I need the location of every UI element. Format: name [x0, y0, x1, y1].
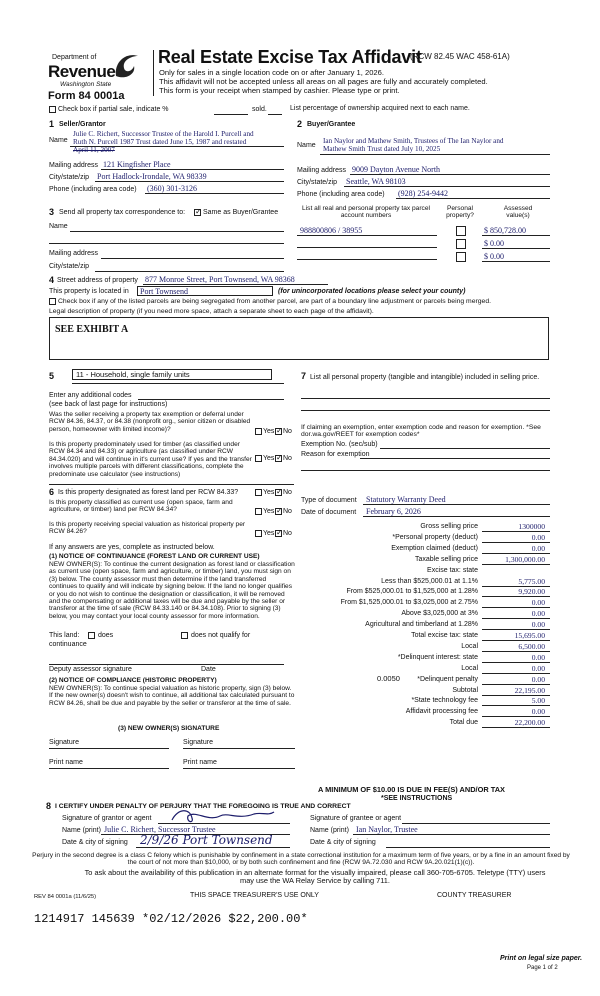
seller-heading: Seller/Grantor	[59, 121, 106, 128]
sec5-number: 5	[49, 371, 55, 381]
assessed-line-3	[482, 261, 550, 262]
tax-row-value[interactable]: 1,300,000.00	[505, 555, 545, 564]
tax-row-value[interactable]: 0.00	[531, 598, 545, 607]
tax-row-line	[482, 640, 550, 641]
logo-dept: Department of	[52, 54, 97, 61]
use-code-value: 11 - Household, single family units	[76, 370, 190, 379]
sec6-q1-no-label: No	[283, 489, 292, 496]
tax-row-label: Above $3,025,000 at 3%	[401, 610, 478, 617]
assessed-col-header: Assessed value(s)	[503, 205, 533, 220]
assessed-line-2	[482, 248, 550, 249]
unincorporated-note: (for unincorporated locations please select your county)	[278, 288, 466, 295]
sec6-q3: Is this property receiving special valuation as historical property per RCW 84.26?	[49, 521, 246, 536]
continuance-label: continuance	[49, 641, 87, 648]
assessed-value-1[interactable]: $ 850,728.00	[484, 226, 526, 235]
sec7-number: 7	[301, 371, 307, 381]
sec7-text: List all personal property (tangible and intangible) included in selling price.	[310, 374, 540, 381]
legal-desc-box[interactable]	[49, 317, 549, 360]
grantor-date-label: Date & city of signing	[62, 839, 128, 846]
sec3-text: Send all property tax correspondence to:	[59, 209, 186, 216]
partial-sale-label: Check box if partial sale, indicate %	[58, 106, 169, 113]
doc-type-label: Type of document	[301, 497, 357, 504]
new-owner-sig-line-1	[49, 748, 169, 749]
sec5-q2-no-label: No	[283, 455, 292, 462]
tax-row-line	[482, 716, 550, 717]
street-address[interactable]: 877 Monroe Street, Port Townsend, WA 98368	[145, 275, 295, 284]
buyer-phone[interactable]: (928) 254-9442	[398, 189, 448, 198]
revenue-swirl-icon	[112, 50, 140, 80]
new-owner-name-line-1	[49, 768, 169, 769]
tax-row-label: Gross selling price	[420, 523, 478, 530]
grantee-name-line	[353, 834, 550, 835]
print-name-label-2: Print name	[183, 759, 217, 766]
sec3-city-line	[95, 271, 284, 272]
tax-row-value[interactable]: 9,920.00	[518, 587, 545, 596]
exemption-no-line	[380, 448, 550, 449]
street-address-line	[143, 284, 328, 285]
buyer-city-line	[344, 186, 550, 187]
deputy-sig-label: Deputy assessor signature	[49, 666, 132, 673]
sec6-q2-no-label: No	[283, 508, 292, 515]
seller-mailing-line	[101, 169, 284, 170]
sec3-number: 3	[49, 207, 55, 217]
tax-row-value[interactable]: 6,500.00	[518, 642, 545, 651]
doc-date-label: Date of document	[301, 509, 357, 516]
new-owner-sig-line-2	[183, 748, 295, 749]
deputy-date-label: Date	[201, 666, 216, 673]
additional-codes-line	[138, 399, 284, 400]
tax-row-label: Subtotal	[452, 687, 478, 694]
header-line2: This affidavit will not be accepted unless all areas on all pages are fully and accurately completed.	[159, 77, 488, 86]
sec3-city-label: City/state/zip	[49, 263, 90, 270]
ownership-label: List percentage of ownership acquired next to each name.	[290, 105, 470, 112]
tax-row-label: Local	[461, 665, 478, 672]
sec6-q3-yes-label: Yes	[263, 530, 275, 537]
sec5-q1-no[interactable]	[275, 428, 282, 435]
grantor-date-city[interactable]: 2/9/26 Port Townsend	[140, 833, 273, 847]
legal-size-note: Print on legal size paper.	[500, 955, 583, 962]
seller-name-1: Julie C. Richert, Successor Trustee of the Harold I. Purcell and	[73, 130, 254, 138]
minimum-due-note: A MINIMUM OF $10.00 IS DUE IN FEE(S) AND/OR TAX	[318, 785, 505, 794]
assessed-value-2[interactable]: $ 0.00	[484, 239, 504, 248]
notice2-heading: (2) NOTICE OF COMPLIANCE (HISTORIC PROPERTY)	[49, 677, 217, 684]
tax-row-value[interactable]: 0.00	[531, 544, 545, 553]
tax-row-label: Affidavit processing fee	[405, 708, 478, 715]
sec6-q2-no[interactable]	[275, 508, 282, 515]
grantor-sig-label: Signature of grantor or agent	[62, 815, 152, 822]
reason-label: Reason for exemption	[301, 451, 370, 458]
sold-label: sold.	[252, 106, 267, 113]
exemption-text: If claiming an exemption, enter exemption code and reason for exemption. *See dor.wa.gov/REET for exemption codes*	[301, 424, 541, 439]
revision-label: REV 84 0001a (11/6/25)	[34, 894, 97, 900]
reason-line-2	[301, 470, 550, 471]
buyer-city-label: City/state/zip	[297, 179, 338, 186]
sec5-q1-yes[interactable]	[255, 428, 262, 435]
same-as-buyer-label: Same as Buyer/Grantee	[203, 209, 279, 216]
perjury-text: Perjury in the second degree is a class C felony which is punishable by confinement in a state correctional institution for a maximum term of five years, or by a fine in an amount fixed by the court of not more than $10,000, or by both such confinement and fine (RCW 9A.72.030 and RCW 9A.20.021(1)(c)).	[32, 852, 570, 867]
tax-row-label: Total excise tax: state	[411, 632, 478, 639]
tax-row-value[interactable]: 1300000	[518, 522, 545, 531]
notice1-body: NEW OWNER(S): To continue the current designation as forest land or classification as current use (open space, farm and agriculture, or timber) land, you must sign on (3) below. The county assessor must then determine if the land transferred continues to qualify and will indicate by signing below. If the land no longer qualifies or you do not wish to continue the designation or classification, it will be removed and the compensating or additional taxes will be due and payable by the seller or transferor at the time of sale (RCW 84.33.140 or 84.34.108). Prior to signing (3) below, you may contact your local county assessor for more information.	[49, 561, 295, 620]
sec5-q1: Was the seller receiving a property tax exemption or deferral under RCW 84.36, 84.37, or 84.38 (nonprofit org., senior citizen or disabled person, homeowner with limited income)?	[49, 411, 251, 433]
tax-row-label: *State technology fee	[411, 697, 478, 704]
located-select[interactable]	[137, 286, 273, 296]
seller-name-3: April 11, 2007	[73, 146, 115, 154]
tax-row-label: Agricultural and timberland at 1.28%	[365, 621, 478, 628]
parcel-line-3	[297, 259, 437, 260]
tax-row-line	[482, 651, 550, 652]
page-number: Page 1 of 2	[527, 965, 558, 971]
tax-row-label: Excise tax: state	[427, 567, 478, 574]
tax-row-label: *Delinquent interest: state	[397, 654, 478, 661]
located-label: This property is located in	[49, 288, 129, 295]
certify-heading: I CERTIFY UNDER PENALTY OF PERJURY THAT THE FOREGOING IS TRUE AND CORRECT	[55, 803, 351, 810]
grantee-sig-line	[402, 823, 550, 824]
tax-row-line	[482, 662, 550, 663]
sec6-q3-yes[interactable]	[255, 530, 262, 537]
grantee-date-line	[386, 847, 550, 848]
located-value: Port Townsend	[140, 287, 188, 296]
grantor-sig-line	[158, 823, 290, 824]
form-title: Real Estate Excise Tax Affidavit	[158, 47, 422, 67]
sec6-q1: Is this property designated as forest land per RCW 84.33?	[58, 489, 239, 496]
buyer-name-1: Ian Naylor and Mathew Smith, Trustees of The Ian Naylor and	[323, 137, 504, 145]
sec2-number: 2	[297, 119, 303, 129]
seller-phone-line	[145, 193, 284, 194]
see-back-label: (see back of last page for instructions)	[49, 401, 168, 408]
sec4-number: 4	[49, 275, 55, 285]
header-line1: Only for sales in a single location code on or after January 1, 2026.	[159, 68, 384, 77]
tax-row-line	[482, 727, 550, 728]
grantee-date-label: Date & city of signing	[310, 839, 376, 846]
tax-row-line	[482, 564, 550, 565]
parcel-line-1	[297, 235, 437, 236]
segregated-label: Check box if any of the listed parcels are being segregated from another parcel, are part of a boundary line adjustment or parcels being merged.	[58, 298, 491, 305]
sec3-name-line2	[49, 243, 284, 244]
grantee-name[interactable]: Ian Naylor, Trustee	[356, 825, 418, 834]
buyer-city[interactable]: Seattle, WA 98103	[346, 177, 406, 186]
tax-row-value[interactable]: 5,775.00	[518, 577, 545, 586]
tax-row-label: *Personal property (deduct)	[392, 534, 478, 541]
tax-row-line	[482, 607, 550, 608]
header-divider	[153, 50, 154, 96]
seller-mailing-label: Mailing address	[49, 162, 99, 169]
tax-row-line	[482, 629, 550, 630]
tax-row-label: From $525,000.01 to $1,525,000 at 1.28%	[346, 588, 478, 595]
land-does-not-label: does not qualify for	[191, 632, 251, 639]
buyer-name-2: Mathew Smith Trust dated July 10, 2025	[323, 145, 441, 153]
county-treasurer-label: COUNTY TREASURER	[437, 892, 512, 899]
grantor-name[interactable]: Julie C. Richert, Successor Trustee	[104, 825, 216, 834]
partial-pct-line	[214, 114, 248, 115]
tax-row-value[interactable]: 22,200.00	[514, 718, 545, 727]
doc-date-line	[363, 516, 550, 517]
tax-row-line	[482, 684, 550, 685]
sec3-mailing-label: Mailing address	[49, 250, 99, 257]
sec3-mailing-line	[101, 258, 284, 259]
legal-desc-text: SEE EXHIBIT A	[55, 324, 129, 335]
notice2-body: NEW OWNER(S): To continue special valuation as historic property, sign (3) below. If the new owner(s) doesn't wish to continue, all additional tax calculated pursuant to RCW 84.26, shall be due and payable by the seller or transferor at the time of sale.	[49, 685, 295, 707]
logo-state: Washington State	[60, 81, 112, 88]
sec7-line-1	[301, 398, 550, 399]
sec6-q3-no[interactable]	[275, 530, 282, 537]
seller-name-line	[70, 146, 284, 147]
seller-phone-label: Phone (including area code)	[49, 186, 137, 193]
tax-row-label: Total due	[449, 719, 478, 726]
assessed-line-1	[482, 235, 550, 236]
reason-line	[360, 458, 550, 459]
sec3-name-label: Name	[49, 223, 68, 230]
seller-name-label: Name	[49, 137, 68, 144]
tax-row-label: *Delinquent penalty	[417, 676, 478, 683]
alt-format-text: To ask about the availability of this publication in an alternate format for the visually impaired, please call 360-705-6705. Teletype (TTY) users may use the WA Relay Service by calling 711.	[84, 868, 546, 886]
doc-date[interactable]: February 6, 2026	[366, 507, 421, 516]
sec6-q2-yes[interactable]	[255, 508, 262, 515]
seller-city-label: City/state/zip	[49, 174, 90, 181]
street-address-label: Street address of property	[57, 277, 138, 284]
exemption-no-label: Exemption No. (sec/sub)	[301, 441, 378, 448]
treasurer-only-label: THIS SPACE TREASURER'S USE ONLY	[190, 892, 319, 899]
personal-property-checkbox-3[interactable]	[456, 252, 466, 262]
signature-label-1: Signature	[49, 739, 79, 746]
sec6-q2-yes-label: Yes	[263, 508, 275, 515]
grantee-name-label: Name (print)	[310, 827, 349, 834]
personal-property-checkbox-1[interactable]	[456, 226, 466, 236]
sold-line	[268, 114, 282, 115]
sec5-q1-no-label: No	[283, 428, 292, 435]
additional-codes-label: Enter any additional codes	[49, 392, 132, 399]
grantor-name-label: Name (print)	[62, 827, 101, 834]
this-land-label: This land:	[49, 632, 80, 639]
seller-name-2: Ruth N. Purcell 1987 Trust dated June 15, 1987 and restated	[73, 138, 247, 146]
seller-phone[interactable]: (360) 301-3126	[147, 184, 197, 193]
tax-row-value[interactable]: 5.00	[531, 696, 545, 705]
buyer-phone-label: Phone (including area code)	[297, 191, 385, 198]
print-name-label-1: Print name	[49, 759, 83, 766]
tax-row-value[interactable]: 0.00	[531, 653, 545, 662]
logo-revenue: Revenue	[48, 62, 116, 81]
tax-row-value[interactable]: 0.00	[531, 707, 545, 716]
use-code-underline	[72, 383, 284, 384]
signature-label-2: Signature	[183, 739, 213, 746]
assessed-value-3[interactable]: $ 0.00	[484, 252, 504, 261]
buyer-mailing-line	[350, 174, 550, 175]
tax-row-value[interactable]: 22,195.00	[514, 686, 545, 695]
buyer-mailing-label: Mailing address	[297, 167, 347, 174]
tax-row-label: Local	[461, 643, 478, 650]
sec8-number: 8	[46, 801, 52, 811]
new-owner-name-line-2	[183, 768, 295, 769]
tax-row-line	[482, 673, 550, 674]
tax-row-label: Less than $525,000.01 at 1.1%	[381, 578, 478, 585]
land-does-not-checkbox[interactable]	[181, 632, 188, 639]
tax-row-line	[482, 596, 550, 597]
tax-row-line	[482, 553, 550, 554]
sec6-number: 6	[49, 487, 55, 497]
notice1-heading: (1) NOTICE OF CONTINUANCE (FOREST LAND OR CURRENT USE)	[49, 553, 260, 560]
tax-row-line	[482, 531, 550, 532]
tax-row-value[interactable]: 0.00	[531, 609, 545, 618]
sec5-q2-no[interactable]	[275, 455, 282, 462]
buyer-name-line	[320, 154, 550, 155]
deputy-sig-line	[49, 664, 284, 665]
header-line3: This form is your receipt when stamped by cashier. Please type or print.	[159, 86, 400, 95]
treasurer-stamp: 1214917 145639 *02/12/2026 $22,200.00*	[34, 912, 308, 926]
buyer-heading: Buyer/Grantee	[307, 121, 356, 128]
legal-desc-label: Legal description of property (if you need more space, attach a separate sheet to each page of the affidavit).	[49, 308, 374, 315]
tax-row-value[interactable]: 15,695.00	[514, 631, 545, 640]
doc-type[interactable]: Statutory Warranty Deed	[366, 495, 446, 504]
sec5-q2-yes-label: Yes	[263, 455, 275, 462]
sec3-name-line	[70, 231, 284, 232]
sec6-q3-no-label: No	[283, 530, 292, 537]
seller-mailing[interactable]: 121 Kingfisher Place	[103, 160, 171, 169]
tax-row-value[interactable]: 0.00	[531, 664, 545, 673]
if-yes-text: If any answers are yes, complete as instructed below.	[49, 544, 215, 551]
personal-property-checkbox-2[interactable]	[456, 239, 466, 249]
sec6-q1-yes-label: Yes	[263, 489, 275, 496]
tax-row-line	[482, 618, 550, 619]
buyer-mailing[interactable]: 9009 Dayton Avenue North	[352, 165, 441, 174]
grantee-sig-label: Signature of grantee or agent	[310, 815, 402, 822]
tax-row-line	[482, 542, 550, 543]
personal-col-header: Personal property?	[446, 205, 474, 220]
tax-row-value[interactable]: 0.00	[531, 620, 545, 629]
buyer-name-label: Name	[297, 142, 316, 149]
see-instructions: *SEE INSTRUCTIONS	[381, 795, 453, 802]
sec1-number: 1	[49, 119, 55, 129]
land-does-label: does	[98, 632, 114, 639]
land-does-checkbox[interactable]	[88, 632, 95, 639]
segregated-checkbox[interactable]	[49, 298, 56, 305]
seller-city-line	[95, 181, 284, 182]
parcel-line-2	[297, 247, 437, 248]
same-as-buyer-checkbox[interactable]	[194, 209, 201, 216]
tax-row-label: Taxable selling price	[414, 556, 478, 563]
tax-row-value[interactable]: 0.00	[531, 533, 545, 542]
seller-city[interactable]: Port Hadlock-Irondale, WA 98339	[97, 172, 207, 181]
sec5-bottom-line	[49, 484, 294, 485]
notice3-heading: (3) NEW OWNER(S) SIGNATURE	[118, 725, 220, 732]
tax-row-label: From $1,525,000.01 to $3,025,000 at 2.75%	[340, 599, 478, 606]
sec6-q1-no[interactable]	[275, 489, 282, 496]
sec5-q1-yes-label: Yes	[263, 428, 275, 435]
doc-type-line	[363, 504, 550, 505]
form-rcw: (RCW 82.45 WAC 458-61A)	[410, 52, 510, 61]
tax-row-label: Exemption claimed (deduct)	[391, 545, 478, 552]
use-code-select[interactable]	[72, 369, 272, 380]
sec5-q2: Is this property predominately used for timber (as classified under RCW 84.34 and 84.33) or agriculture (as classified under RCW 84.34.020) and will continue in it's current use? If yes and the transfer involves multiple parcels with different classifications, complete the predominate use calculator (see instructions)	[49, 441, 252, 478]
sec7-line-2	[301, 410, 550, 411]
partial-sale-checkbox[interactable]	[49, 106, 56, 113]
sec5-q2-yes[interactable]	[255, 455, 262, 462]
parcel-col-header: List all real and personal property tax parcel account numbers	[302, 205, 430, 220]
parcel-1[interactable]: 988800806 / 38955	[300, 226, 363, 235]
tax-row-value[interactable]: 0.00	[531, 675, 545, 684]
grantor-date-line	[136, 847, 290, 848]
sec6-q2: Is this property classified as current use (open space, farm and agriculture, or timber) land per RCW 84.34?	[49, 499, 233, 514]
sec6-q1-yes[interactable]	[255, 489, 262, 496]
tax-row-line	[482, 705, 550, 706]
form-number: Form 84 0001a	[48, 90, 125, 102]
buyer-phone-line	[396, 198, 550, 199]
local-rate: 0.0050	[377, 674, 400, 683]
